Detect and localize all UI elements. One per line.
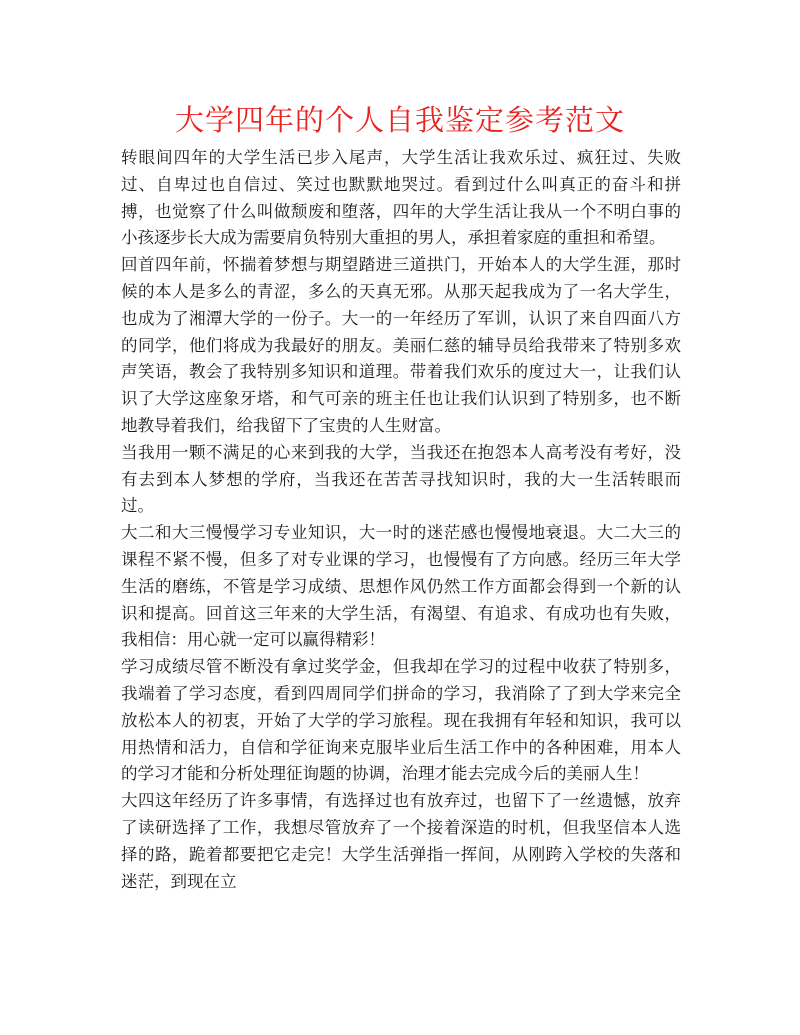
document-title: 大学四年的个人自我鉴定参考范文	[174, 103, 625, 137]
paragraph-1: 转眼间四年的大学生活已步入尾声，大学生活让我欢乐过、疯狂过、失败过、自卑过也自信过、笑过也默默地哭过。看到过什么叫真正的奋斗和拼搏，也觉察了什么叫做颓废和堕落，四年的大学生活让我从一个不明白事的小孩逐步长大成为需要肩负特别大重担的男人，承担着家庭的重担和希望。	[121, 148, 681, 248]
document-body	[121, 145, 681, 895]
paragraph-4: 大二和大三慢慢学习专业知识，大一时的迷茫感也慢慢地衰退。大二大三的课程不紧不慢，但多了对专业课的学习，也慢慢有了方向感。经历三年大学生活的磨练，不管是学习成绩、思想作风仍然工作方面都会得到一个新的认识和提高。回首这三年来的大学生活，有渴望、有追求、有成功也有失败，我相信：用心就一定可以赢得精彩！	[121, 523, 681, 650]
paragraph-6: 大四这年经历了许多事情，有选择过也有放弃过，也留下了一丝遗憾，放弃了读研选择了工作，我想尽管放弃了一个接着深造的时机，但我坚信本人选择的路，跪着都要把它走完！大学生活弹指一挥间，从刚跨入学校的失落和迷茫，到现在立	[121, 791, 681, 891]
paragraph-2: 回首四年前，怀揣着梦想与期望踏进三道拱门，开始本人的大学生涯，那时候的本人是多么的青涩，多么的天真无邪。从那天起我成为了一名大学生，也成为了湘潭大学的一份子。大一的一年经历了军训，认识了来自四面八方的同学，他们将成为我最好的朋友。美丽仁慈的辅导员给我带来了特别多欢声笑语，教会了我特别多知识和道理。带着我们欢乐的度过大一，让我们认识了大学这座象牙塔，和气可亲的班主任也让我们认识到了特别多，也不断地教导着我们，给我留下了宝贵的人生财富。	[121, 255, 681, 435]
paragraph-5: 学习成绩尽管不断没有拿过奖学金，但我却在学习的过程中收获了特别多，我端着了学习态度，看到四周同学们拼命的学习，我消除了了到大学来完全放松本人的初衷，开始了大学的学习旅程。现在我拥有年轻和知识，我可以用热情和活力，自信和学征询来克服毕业后生活工作中的各种困难，用本人的学习才能和分析处理征询题的协调，治理才能去完成今后的美丽人生！	[121, 657, 681, 784]
paragraph-3: 当我用一颗不满足的心来到我的大学，当我还在抱怨本人高考没有考好，没有去到本人梦想的学府，当我还在苦苦寻找知识时，我的大一生活转眼而过。	[121, 442, 681, 516]
